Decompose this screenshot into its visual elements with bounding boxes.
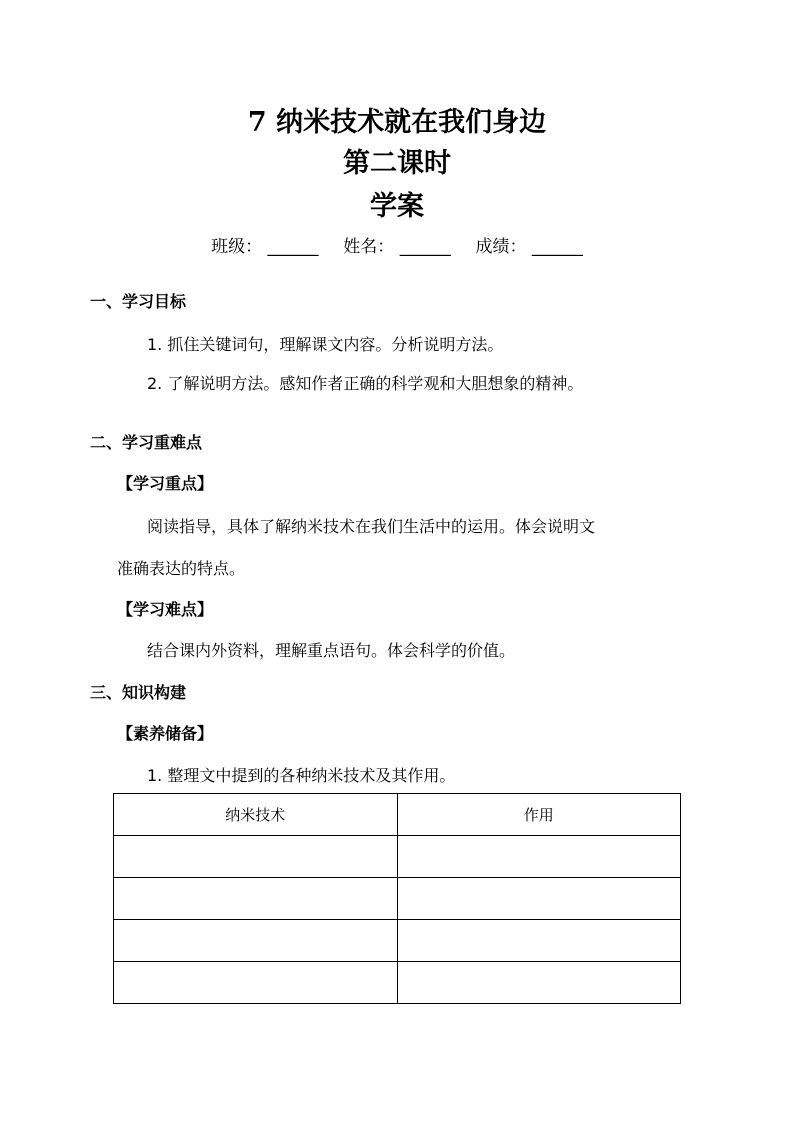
worksheet-label: 学案 — [370, 191, 424, 222]
cell-function[interactable] — [397, 962, 681, 1004]
objective-item-2: 2. 了解说明方法。感知作者正确的科学观和大胆想象的精神。 — [147, 374, 584, 393]
cell-nanotech[interactable] — [114, 920, 398, 962]
cell-nanotech[interactable] — [114, 836, 398, 878]
name-label: 姓名： — [343, 237, 395, 257]
preparation-label: 【素养储备】 — [117, 724, 214, 743]
header-function: 作用 — [397, 794, 681, 836]
table-row — [114, 920, 681, 962]
difficulty-label: 【学习难点】 — [117, 600, 214, 619]
key-point-label: 【学习重点】 — [117, 474, 214, 493]
class-label: 班级： — [211, 237, 263, 257]
section-heading-objectives: 一、学习目标 — [90, 292, 187, 311]
table-row — [114, 878, 681, 920]
table-row — [114, 962, 681, 1004]
task-item-1: 1. 整理文中提到的各种纳米技术及其作用。 — [147, 766, 456, 785]
lesson-subtitle: 第二课时 — [343, 148, 451, 179]
key-point-text-line2: 准确表达的特点。 — [117, 559, 246, 578]
name-blank[interactable]: ______ — [399, 237, 451, 257]
score-label: 成绩： — [475, 237, 527, 257]
table-header-row — [114, 794, 681, 836]
key-point-text-line1: 阅读指导，具体了解纳米技术在我们生活中的运用。体会说明文 — [147, 517, 596, 536]
section-heading-key-points: 二、学习重难点 — [90, 433, 203, 452]
document-title: 7 纳米技术就在我们身边 — [247, 107, 547, 138]
student-info-row — [0, 232, 794, 257]
cell-function[interactable] — [397, 878, 681, 920]
score-blank[interactable]: ______ — [531, 237, 583, 257]
cell-nanotech[interactable] — [114, 962, 398, 1004]
header-nanotech: 纳米技术 — [114, 794, 398, 836]
table-row — [114, 836, 681, 878]
cell-nanotech[interactable] — [114, 878, 398, 920]
class-blank[interactable]: ______ — [267, 237, 319, 257]
section-heading-knowledge: 三、知识构建 — [90, 683, 187, 702]
cell-function[interactable] — [397, 920, 681, 962]
cell-function[interactable] — [397, 836, 681, 878]
nanotech-table — [113, 793, 681, 1004]
difficulty-text: 结合课内外资料，理解重点语句。体会科学的价值。 — [147, 641, 516, 660]
objective-item-1: 1. 抓住关键词句，理解课文内容。分析说明方法。 — [147, 335, 504, 354]
